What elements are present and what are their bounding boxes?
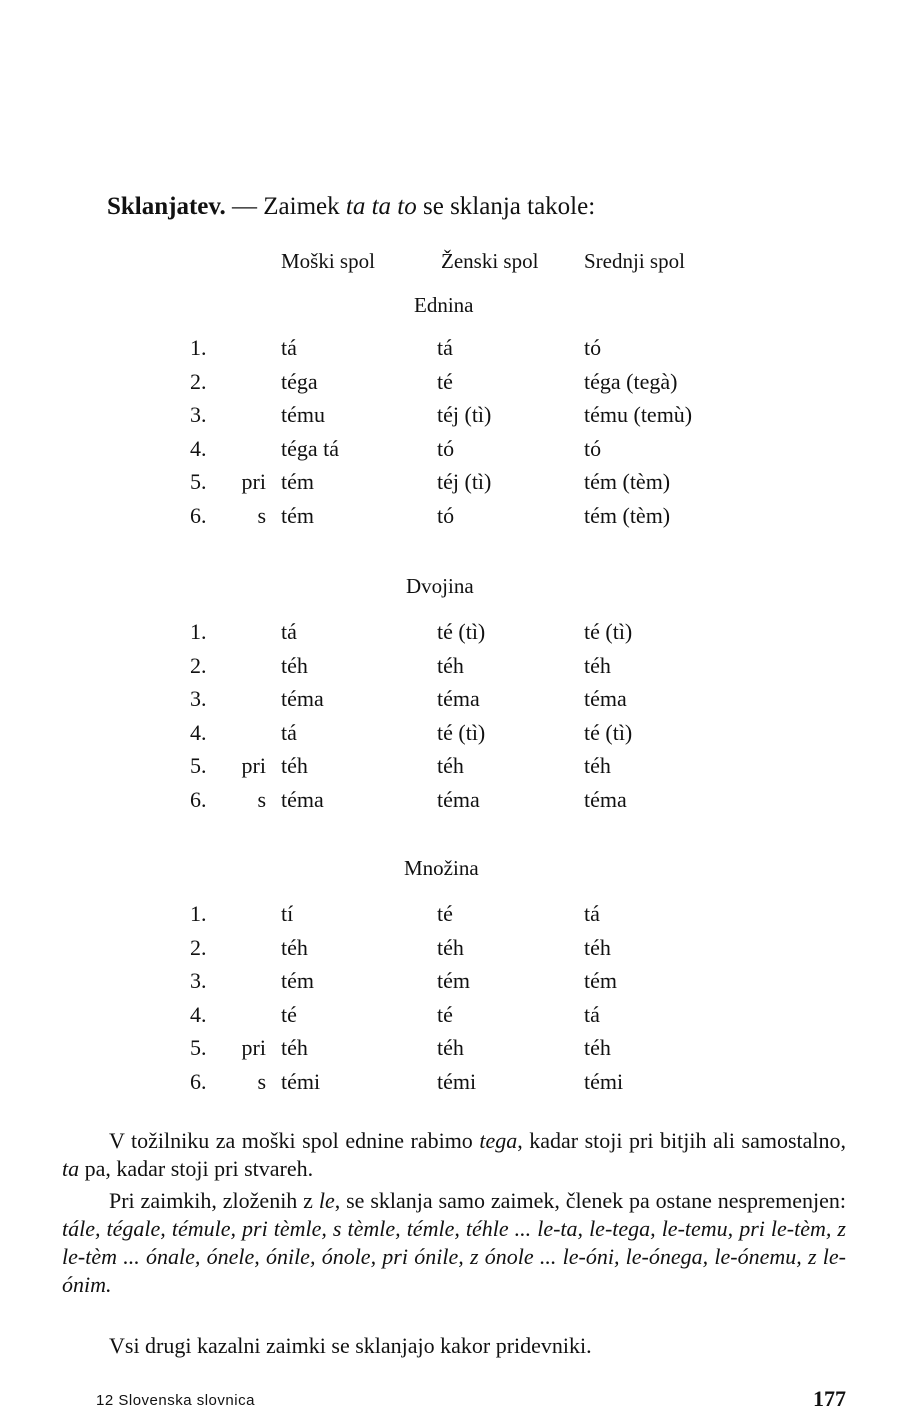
cell-feminine: téma [437,787,480,812]
cell-feminine: té (tì) [437,619,486,644]
p1-italic-tega: tega [479,1128,518,1153]
cell-neuter: téh [584,652,611,678]
cell-feminine: tó [437,435,455,461]
footer-signature: 12 Slovenska slovnica [96,1392,255,1409]
cell-feminine: té [437,901,453,926]
cell-feminine: téh [437,753,464,779]
cell-masculine: téh [281,1035,308,1061]
case-number: 1. [190,901,207,926]
heading-pronoun-3: to [397,193,417,220]
cell-neuter: tá [584,901,600,926]
cell-masculine: tému [281,402,325,428]
cell-feminine: témi [437,1069,477,1094]
section-title: Množina [404,856,479,880]
cell-masculine: té [281,1001,297,1027]
cell-masculine: tá [281,619,297,644]
case-number: 6. [190,787,207,812]
case-number: 2. [190,652,207,678]
case-number: 6. [190,1069,207,1094]
p2-italic-le: le [318,1188,335,1213]
cell-neuter: téh [584,1035,611,1061]
cell-feminine: téh [437,934,464,960]
cell-neuter: tém [584,968,617,994]
cell-neuter: téma [584,686,627,712]
cell-masculine: tém [281,968,314,994]
case-number: 3. [190,968,207,994]
case-preposition: pri [241,753,266,779]
cell-neuter: tó [584,435,602,461]
cell-feminine: téj (tì) [437,402,492,428]
cell-masculine: téga tá [281,435,340,461]
p1-text-c: , kadar stoji pri bitjih ali samostalno, [517,1128,846,1153]
p1-text-e: pa, kadar stoji pri stvareh. [79,1156,314,1181]
cell-masculine: téh [281,753,308,779]
p1-italic-ta: ta [62,1156,80,1181]
case-preposition: s [257,503,266,528]
cell-masculine: tí [281,901,294,926]
cell-neuter: tém (tèm) [584,503,671,528]
cell-masculine: téga [281,368,318,394]
case-number: 2. [190,934,207,960]
cell-feminine: té [437,1001,453,1027]
cell-feminine: té (tì) [437,719,486,745]
cell-neuter: téga (tegà) [584,368,678,394]
cell-feminine: tó [437,503,455,528]
cell-neuter: tá [584,1001,600,1027]
cell-masculine: témi [281,1069,321,1094]
heading-bold: Sklanjatev. [107,193,226,220]
case-number: 1. [190,619,207,644]
cell-feminine: té [437,368,453,394]
case-number: 2. [190,368,207,394]
cell-masculine: tém [281,503,314,528]
column-header-masculine: Moški spol [281,249,375,273]
case-number: 5. [190,469,207,495]
cell-neuter: tému (temù) [584,402,693,428]
cell-masculine: tém [281,469,314,495]
case-preposition: s [257,1069,266,1094]
column-header-neuter: Srednji spol [584,249,685,273]
case-preposition: s [257,787,266,812]
case-number: 4. [190,719,207,745]
paragraph-accusative [62,1127,846,1183]
case-number: 3. [190,402,207,428]
cell-masculine: téh [281,652,308,678]
cell-masculine: téma [281,686,324,712]
cell-feminine: téj (tì) [437,469,492,495]
cell-feminine: téh [437,1035,464,1061]
case-preposition: pri [241,469,266,495]
p1-text-a: V tožilniku za moški spol ednine rabimo [109,1128,480,1153]
cell-masculine: téh [281,934,308,960]
case-number: 4. [190,435,207,461]
cell-neuter: témi [584,1069,624,1094]
cell-neuter: téma [584,787,627,812]
cell-neuter: téh [584,934,611,960]
p2-italic-forms: tále, tégale, témule, pri tèmle, s tèmle, témle, téhle ... le-ta, le-tega, le-temu, pri le-tèm, z le-tèm ... ónale, ónele, ónile, ónole, pri ónile, z ónole ... le-óni, le-ónega, le-ónemu, z le-ónim. [62,1216,846,1297]
case-number: 3. [190,686,207,712]
case-preposition: pri [241,1035,266,1061]
heading-pronoun-1: ta [345,193,366,220]
column-header-feminine: Ženski spol [441,249,539,273]
case-number: 1. [190,335,207,360]
heading-tail: se sklanja takole: [416,193,596,220]
cell-neuter: tém (tèm) [584,469,671,495]
case-number: 5. [190,753,207,779]
paragraph-other-pronouns [62,1332,846,1360]
cell-feminine: téh [437,652,464,678]
cell-masculine: téma [281,787,324,812]
paragraph-compound [62,1187,846,1299]
cell-feminine: tá [437,335,453,360]
cell-masculine: tá [281,335,297,360]
heading-pronoun-2: ta [371,193,392,220]
cell-feminine: téma [437,686,480,712]
cell-neuter: tó [584,335,602,360]
case-number: 5. [190,1035,207,1061]
section-title: Dvojina [406,574,474,598]
heading-text: — Zaimek [225,193,346,220]
cell-feminine: tém [437,968,470,994]
page-number: 177 [813,1386,846,1411]
p2-text-c: , se sklanja samo zaimek, členek pa ostane nespremenjen: [334,1188,847,1213]
p2-text-a: Pri zaimkih, zloženih z [109,1188,319,1213]
section-heading [107,193,595,221]
cell-neuter: téh [584,753,611,779]
section-title: Ednina [414,293,474,317]
case-number: 4. [190,1001,207,1027]
cell-masculine: tá [281,719,297,745]
case-number: 6. [190,503,207,528]
cell-neuter: té (tì) [584,719,633,745]
cell-neuter: té (tì) [584,619,633,644]
p3-text: Vsi drugi kazalni zaimki se sklanjajo kakor pridevniki. [109,1333,592,1358]
